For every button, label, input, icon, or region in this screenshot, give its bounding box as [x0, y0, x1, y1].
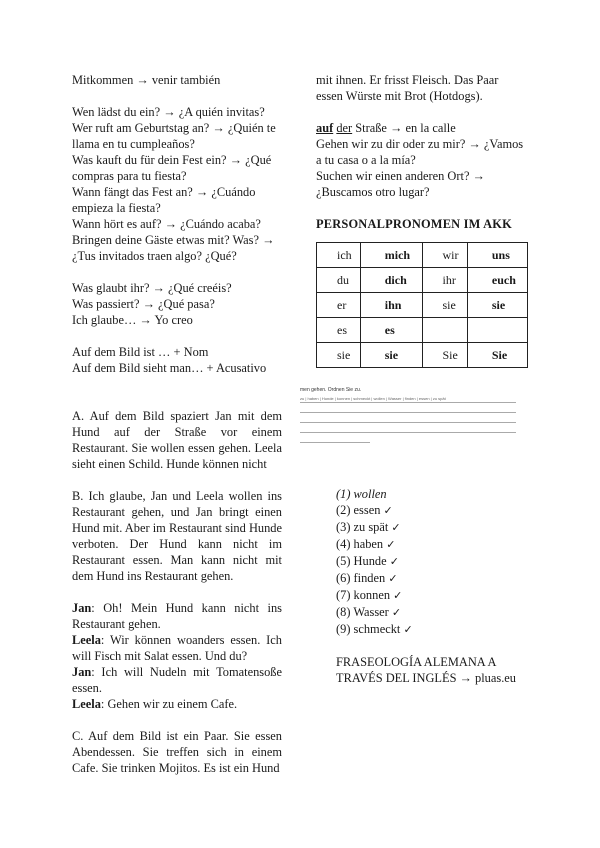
table-cell: er	[317, 293, 361, 318]
paragraph-b: B. Ich glaube, Jan und Leela wollen ins Restaurant gehen, und Jan bringt einen Hund mit. Aber im Restaurant sind Hunde verboten. Der Hund kann nicht im Restaurant essen. Man kann nicht mit dem Hund ins Restaurant gehen.	[72, 489, 282, 583]
dialog-block	[72, 600, 282, 712]
worksheet-thumbnail	[300, 382, 516, 444]
question-line: Wer ruft am Geburtstag an? → ¿Quién te llama en tu cumpleaños?	[72, 121, 276, 151]
dialog-line	[72, 600, 282, 632]
dialog-line	[72, 632, 282, 664]
table-cell-bold: uns	[467, 243, 527, 268]
checkmark-icon: ✓	[391, 606, 402, 619]
right-column	[300, 72, 528, 686]
dialog-text: : Oh! Mein Hund kann nicht ins Restaurant gehen.	[72, 601, 282, 631]
checkmark-icon: ✓	[393, 589, 403, 602]
bild-line: Auf dem Bild sieht man… + Acusativo	[72, 361, 267, 375]
auf-bold: auf	[316, 121, 334, 135]
auf-der-line	[316, 120, 528, 136]
bild-line: Auf dem Bild ist … + Nom	[72, 345, 209, 359]
worksheet-line	[300, 412, 516, 413]
table-row	[317, 343, 528, 368]
table-row	[317, 243, 528, 268]
answer-item	[336, 502, 528, 519]
answer-text: (3) zu spät	[336, 520, 389, 534]
answer-list	[336, 486, 528, 686]
continuation-text: mit ihnen. Er frisst Fleisch. Das Paar essen Würste mit Brot (Hotdogs).	[316, 73, 499, 103]
answer-text: (7) konnen	[336, 588, 391, 602]
table-cell-bold: mich	[360, 243, 422, 268]
answer-item	[336, 621, 528, 638]
table-cell: sie	[422, 293, 467, 318]
answer-text: (2) essen	[336, 503, 381, 517]
speaker-name: Leela	[72, 633, 101, 647]
worksheet-title: men gehen. Ordnen Sie zu.	[300, 387, 362, 393]
answer-item	[336, 519, 528, 536]
question-line: Wann fängt das Fest an? → ¿Cuándo empieza la fiesta?	[72, 185, 256, 215]
answer-text: (5) Hunde	[336, 554, 387, 568]
phrase-line: Suchen wir einen anderen Ort? → ¿Buscamos otro lugar?	[316, 169, 485, 199]
paragraph-a: A. Auf dem Bild spaziert Jan mit dem Hund auf der Straße vor einem Restaurant. Sie wollen essen gehen. Leela sieht einen Schild. Hunde können nicht	[72, 409, 282, 471]
checkmark-icon: ✓	[403, 623, 413, 636]
table-cell: du	[317, 268, 361, 293]
der-underlined: der	[336, 121, 353, 135]
pronoun-table	[316, 242, 528, 368]
auf-der-rest: Straße → en la calle	[352, 121, 456, 135]
questions-block-2	[72, 280, 282, 328]
bild-block	[72, 344, 282, 376]
answer-item	[336, 486, 528, 502]
answer-text: (6) finden	[336, 571, 386, 585]
worksheet-line	[300, 422, 516, 423]
worksheet-line	[300, 432, 516, 433]
table-cell-bold: es	[360, 318, 422, 343]
answer-text: (1) wollen	[336, 487, 387, 501]
pronoun-heading: PERSONALPRONOMEN IM AKK	[316, 217, 512, 231]
checkmark-icon: ✓	[388, 572, 398, 585]
answer-text: (4) haben	[336, 537, 384, 551]
table-cell: ihr	[422, 268, 467, 293]
table-cell-bold: sie	[467, 293, 527, 318]
table-row	[317, 268, 528, 293]
table-cell-bold	[467, 318, 527, 343]
table-cell-bold: sie	[360, 343, 422, 368]
table-cell: sie	[317, 343, 361, 368]
questions-block-1	[72, 104, 282, 264]
answer-item	[336, 570, 528, 587]
question-line: Wen lädst du ein? → ¿A quién invitas?	[72, 105, 265, 119]
footer-link[interactable]: FRASEOLOGÍA ALEMANA A TRAVÉS DEL INGLÉS → pluas.eu	[336, 655, 516, 685]
answer-item	[336, 604, 528, 621]
dialog-line	[72, 664, 282, 696]
checkmark-icon: ✓	[391, 521, 401, 534]
question-line: Ich glaube… → Yo creo	[72, 313, 193, 327]
table-row	[317, 318, 528, 343]
table-cell: Sie	[422, 343, 467, 368]
answer-item	[336, 587, 528, 604]
question-line: Was passiert? → ¿Qué pasa?	[72, 297, 215, 311]
checkmark-icon: ✓	[386, 538, 396, 551]
question-line: Bringen deine Gäste etwas mit? Was? → ¿Tus invitados traen algo? ¿Qué?	[72, 233, 275, 263]
dialog-text: : Gehen wir zu einem Cafe.	[100, 697, 238, 711]
table-cell-bold: dich	[360, 268, 422, 293]
table-cell-bold: euch	[467, 268, 527, 293]
table-cell-bold: ihn	[360, 293, 422, 318]
dialog-line	[72, 696, 282, 712]
question-line: Was glaubt ihr? → ¿Qué creéis?	[72, 281, 232, 295]
answer-text: (9) schmeckt	[336, 622, 401, 636]
checkmark-icon: ✓	[383, 504, 393, 517]
speaker-name: Jan	[72, 665, 92, 679]
question-line: Wann hört es auf? → ¿Cuándo acaba?	[72, 217, 261, 231]
table-cell: ich	[317, 243, 361, 268]
worksheet-line	[300, 442, 370, 443]
worksheet-line	[300, 402, 516, 403]
checkmark-icon: ✓	[389, 555, 399, 568]
left-column	[72, 72, 282, 776]
table-row	[317, 293, 528, 318]
phrase-line: Gehen wir zu dir oder zu mir? → ¿Vamos a tu casa o a la mía?	[316, 137, 524, 167]
answer-item	[336, 553, 528, 570]
intro-line: Mitkommen → venir también	[72, 73, 221, 87]
table-cell: es	[317, 318, 361, 343]
table-cell	[422, 318, 467, 343]
answer-item	[336, 536, 528, 553]
question-line: Was kauft du für dein Fest ein? → ¿Qué compras para tu fiesta?	[72, 153, 272, 183]
speaker-name: Leela	[72, 697, 101, 711]
table-cell: wir	[422, 243, 467, 268]
speaker-name: Jan	[72, 601, 92, 615]
worksheet-word-bank: zu | haben | Hunde | konnen | schmeckt | wollen | Wasser | finden | essen | zu spät	[300, 396, 446, 401]
answer-text: (8) Wasser	[336, 605, 389, 619]
paragraph-c: C. Auf dem Bild ist ein Paar. Sie essen Abendessen. Sie treffen sich in einem Cafe. Sie trinken Mojitos. Es ist ein Hund	[72, 729, 282, 775]
table-cell-bold: Sie	[467, 343, 527, 368]
dialog-text: : Wir können woanders essen. Ich will Fisch mit Salat essen. Und du?	[72, 633, 282, 663]
dialog-text: : Ich will Nudeln mit Tomatensoße essen.	[72, 665, 282, 695]
